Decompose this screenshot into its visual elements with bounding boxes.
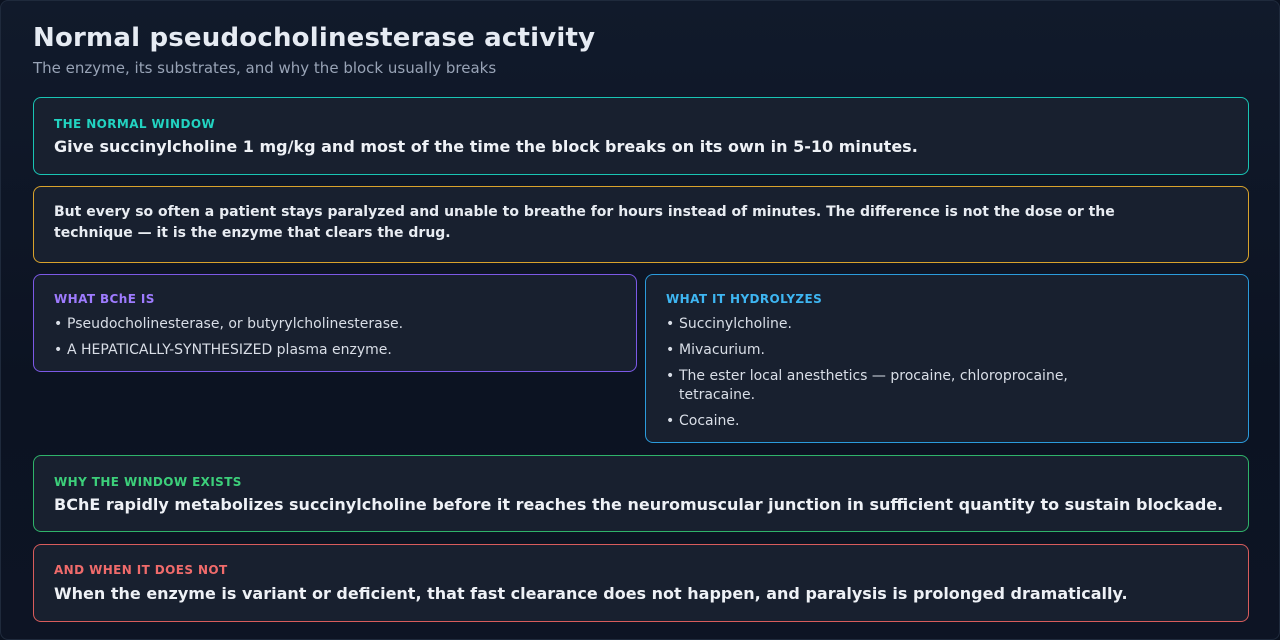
when-not-card: [33, 544, 1249, 622]
normal-window-card: [33, 97, 1249, 175]
normal-window-text: Give succinylcholine 1 mg/kg and most of the time the block breaks on its own in 5-10 minutes.: [54, 137, 918, 156]
what-it-hydrolyzes-kicker: WHAT IT HYDROLYZES: [666, 292, 823, 306]
what-bche-is-kicker: WHAT BChE IS: [54, 292, 155, 306]
why-window-card: [33, 455, 1249, 532]
list-item: • Pseudocholinesterase, or butyrylcholinesterase.: [54, 316, 404, 332]
what-bche-is-card: [33, 274, 637, 372]
bullet-icon: •: [666, 342, 675, 358]
why-window-text: BChE rapidly metabolizes succinylcholine before it reaches the neuromuscular junction in sufficient quantity to sustain blockade.: [54, 495, 1224, 514]
bullet-icon: •: [54, 342, 63, 358]
what-it-hydrolyzes-list: [666, 315, 1228, 438]
what-it-hydrolyzes-card: [645, 274, 1249, 443]
exception-card: [33, 186, 1249, 263]
list-item: • Cocaine.: [666, 413, 740, 429]
bullet-icon: •: [666, 316, 675, 332]
list-item: • Succinylcholine.: [666, 316, 792, 332]
bullet-icon: •: [54, 316, 63, 332]
what-bche-is-list: [54, 315, 616, 367]
when-not-text: When the enzyme is variant or deficient, that fast clearance does not happen, and paralysis is prolonged dramatically.: [54, 584, 1128, 603]
why-window-kicker: WHY THE WINDOW EXISTS: [54, 475, 242, 489]
list-item: • The ester local anesthetics — procaine, chloroprocaine, tetracaine.: [666, 368, 1068, 403]
when-not-kicker: AND WHEN IT DOES NOT: [54, 563, 228, 577]
bullet-icon: •: [666, 368, 675, 384]
list-item: • Mivacurium.: [666, 342, 766, 358]
list-item: • A HEPATICALLY-SYNTHESIZED plasma enzyme.: [54, 342, 392, 358]
bullet-icon: •: [666, 413, 675, 429]
exception-text: But every so often a patient stays paralyzed and unable to breathe for hours instead of minutes. The difference is not the dose or the technique — it is the enzyme that clears the drug.: [54, 204, 1115, 241]
normal-window-kicker: THE NORMAL WINDOW: [54, 117, 216, 131]
page-title: Normal pseudocholinesterase activity: [33, 23, 596, 53]
page-subtitle: The enzyme, its substrates, and why the block usually breaks: [33, 59, 497, 77]
